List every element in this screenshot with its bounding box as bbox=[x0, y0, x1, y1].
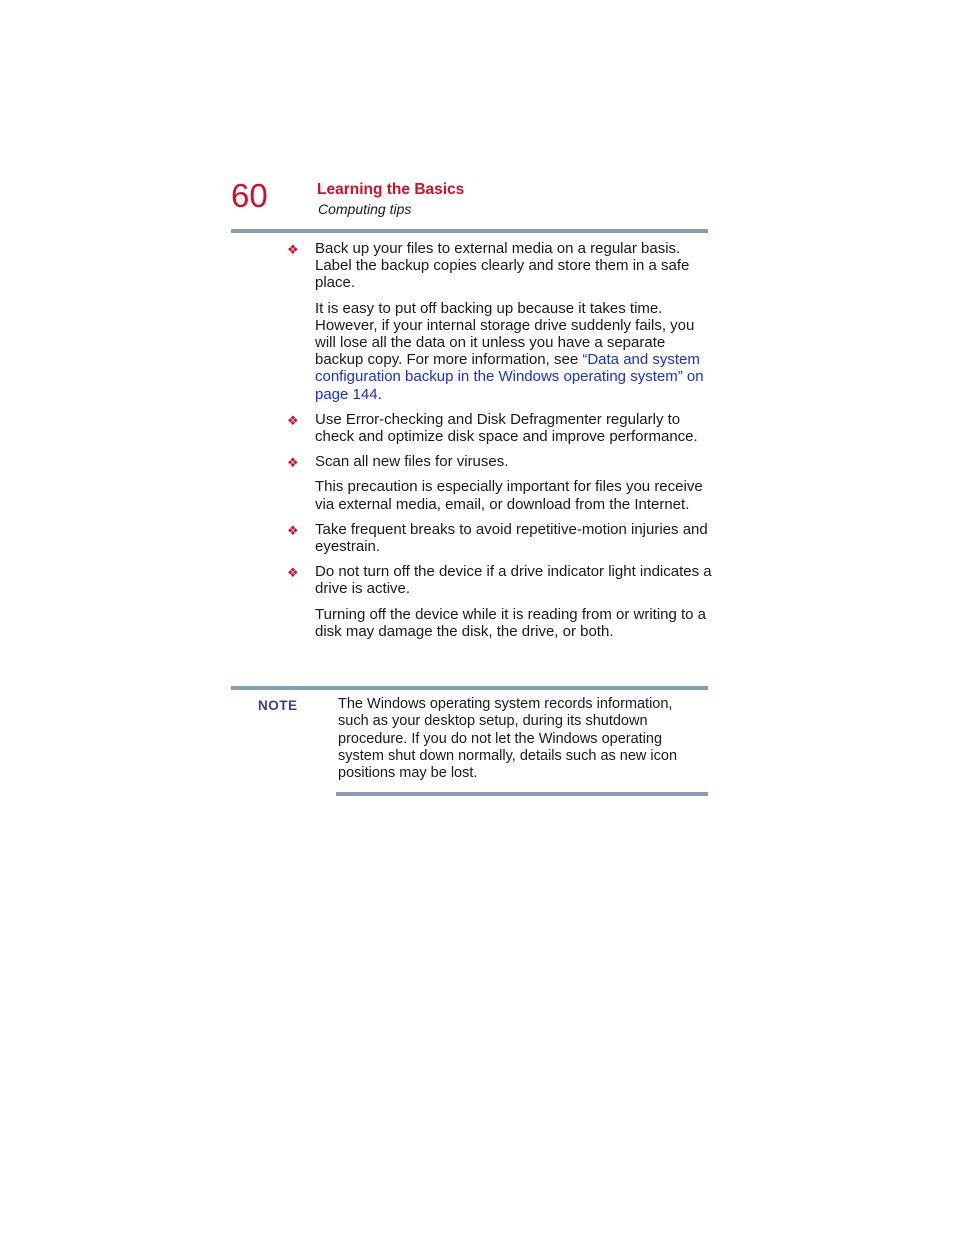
backup-section-link[interactable]: “Data and system configuration backup in the Windows operating system” on page 144 bbox=[315, 351, 704, 403]
item-text: Scan all new files for viruses. bbox=[315, 453, 509, 471]
list-item bbox=[287, 563, 712, 640]
list-item bbox=[287, 411, 712, 445]
item-detail-text: It is easy to put off backing up because it takes time. However, if your internal storage drive suddenly fails, you will lose all the data on it unless you have a separate backup copy. For more information, see bbox=[315, 299, 695, 369]
bullet-diamond-icon: ❖ bbox=[287, 565, 299, 581]
item-detail: Turning off the device while it is reading from or writing to a disk may damage the disk, the drive, or both. bbox=[315, 605, 707, 640]
item-text: Do not turn off the device if a drive indicator light indicates a drive is active. bbox=[315, 563, 712, 598]
item-detail bbox=[315, 300, 712, 403]
section-title: Computing tips bbox=[318, 201, 412, 217]
bullet-diamond-icon: ❖ bbox=[287, 412, 299, 428]
item-text: Take frequent breaks to avoid repetitive-motion injuries and eyestrain. bbox=[315, 520, 708, 556]
list-item bbox=[287, 453, 712, 513]
tips-list bbox=[287, 240, 712, 648]
note-bottom-rule bbox=[336, 792, 708, 796]
page-number: 60 bbox=[231, 177, 268, 214]
item-detail: This precaution is especially important for files you receive via external media, email, or download from the Internet. bbox=[315, 478, 703, 513]
note-label: NOTE bbox=[258, 698, 298, 713]
list-item bbox=[287, 521, 712, 555]
bullet-diamond-icon: ❖ bbox=[287, 455, 299, 471]
note-text: The Windows operating system records information, such as your desktop setup, during its shutdown procedure. If you do not let the Windows operating system shut down normally, details such as new icon positions may be lost. bbox=[338, 696, 678, 782]
bullet-diamond-icon: ❖ bbox=[287, 522, 299, 538]
bullet-diamond-icon: ❖ bbox=[287, 242, 299, 257]
item-text: Use Error-checking and Disk Defragmenter regularly to check and optimize disk space and improve performance. bbox=[315, 410, 698, 446]
list-item bbox=[287, 240, 712, 403]
chapter-title: Learning the Basics bbox=[317, 181, 465, 198]
note-top-rule bbox=[231, 686, 708, 690]
header-rule bbox=[231, 229, 708, 233]
item-text: Back up your files to external media on a regular basis. Label the backup copies clearly and store them in a safe place. bbox=[315, 240, 690, 292]
item-detail-end: . bbox=[377, 385, 382, 403]
